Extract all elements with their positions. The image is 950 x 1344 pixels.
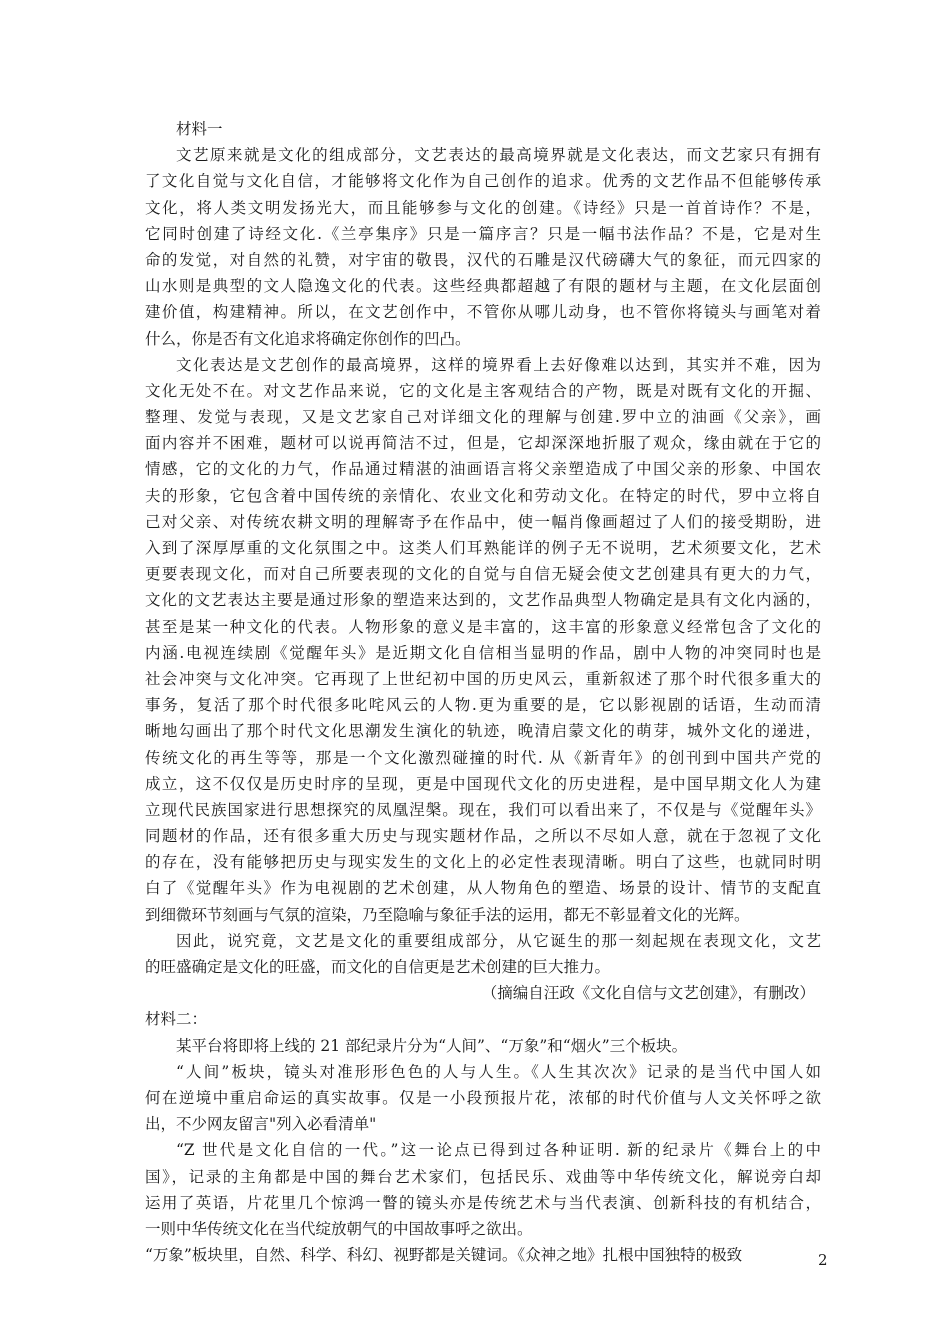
text-line: 因此，说究竟，文艺是文化的重要组成部分，从它诞生的那一刻起规在表现文化，文艺 bbox=[176, 931, 821, 950]
page-number: 2 bbox=[818, 1251, 828, 1269]
text-line: 文艺原来就是文化的组成部分，文艺表达的最高境界就是文化表达，而文艺家只有拥有 bbox=[176, 146, 821, 165]
text-line: 传统文化的再生等等，那是一个文化激烈碰撞的时代. 从《新青年》的创刊到中国共产党的 bbox=[145, 748, 821, 767]
text-line: 甚至是某一种文化的代表。人物形象的意义是丰富的，这丰富的形象意义经常包含了文化的 bbox=[145, 617, 821, 636]
material-two-title: 材料二： bbox=[145, 1010, 208, 1029]
material-one-paragraph-1 bbox=[145, 142, 821, 352]
text-line: 文化的文艺表达主要是通过形象的塑造来达到的，文艺作品典型人物确定是具有文化内涵的， bbox=[145, 591, 821, 610]
text-line: 了文化自觉与文化自信，才能够将文化作为自己创作的追求。优秀的文艺作品不但能够传承 bbox=[145, 172, 821, 191]
text-line: 国》，记录的主角都是中国的舞台艺术家们，包括民乐、戏曲等中华传统文化，解说旁白却 bbox=[145, 1167, 821, 1186]
text-line: “万象”板块里，自然、科学、科幻、视野都是关键词。《众神之地》扎根中国独特的极致 bbox=[145, 1246, 743, 1265]
material-two-paragraph-4 bbox=[145, 1242, 821, 1268]
text-line: 白了《觉醒年头》作为电视剧的艺术创建，从人物角色的塑造、场景的设计、情节的支配直 bbox=[145, 879, 821, 898]
text-line: 社会冲突与文化冲突。它再现了上世纪初中国的历史风云，重新叙述了那个时代很多重大的 bbox=[145, 669, 821, 688]
material-two-paragraph-2 bbox=[145, 1059, 821, 1138]
text-line: 何在逆境中重启命运的真实故事。仅是一小段预报片花，浓郁的时代价值与人文关怀呼之欲 bbox=[145, 1088, 821, 1107]
text-line: 到细微环节刻画与气氛的渲染，乃至隐喻与象征手法的运用，都无不彰显着文化的光辉。 bbox=[145, 905, 750, 924]
text-line: 同题材的作品，还有很多重大历史与现实题材作品，之所以不尽如人意，就在于忽视了文化 bbox=[145, 827, 821, 846]
text-line: 山水则是典型的文人隐逸文化的代表。这些经典都超越了有限的题材与主题，在文化层面创 bbox=[145, 277, 821, 296]
material-one-paragraph-3 bbox=[145, 928, 821, 980]
text-line: 入到了深厚厚重的文化氛围之中。这类人们耳熟能详的例子无不说明，艺术须要文化，艺术 bbox=[145, 539, 821, 557]
text-line: 文化无处不在。对文艺作品来说，它的文化是主客观结合的产物，既是对既有文化的开掘、 bbox=[145, 381, 821, 400]
text-line: 事务，复活了那个时代很多叱咤风云的人物.更为重要的是，它以影视剧的话语，生动而清 bbox=[145, 696, 821, 715]
text-line: 晰地勾画出了那个时代文化思潮发生演化的轨迹，晚清启蒙文化的萌芽，城外文化的递进， bbox=[145, 722, 821, 741]
text-line: 夫的形象，它包含着中国传统的亲情化、农业文化和劳动文化。在特定的时代，罗中立将自 bbox=[145, 486, 821, 505]
text-line: 更要表现文化，而对自己所要表现的文化的自觉与自信无疑会使文艺创建具有更大的力气， bbox=[145, 565, 821, 584]
text-line: 运用了英语，片花里几个惊鸿一瞥的镜头亦是传统艺术与当代表演、创新科技的有机结合， bbox=[145, 1193, 821, 1212]
text-line: 成立，这不仅仅是历史时序的呈现，更是中国现代文化的历史进程，是中国早期文化人为建 bbox=[145, 774, 821, 793]
text-line: 的旺盛确定是文化的旺盛，而文化的自信更是艺术创建的巨大推力。 bbox=[145, 958, 611, 976]
material-one-paragraph-2 bbox=[145, 352, 821, 928]
text-line: 文化，将人类文明发扬光大，而且能够参与文化的创建。《诗经》只是一首首诗作？不是， bbox=[145, 198, 821, 217]
text-line: “Z 世代是文化自信的一代。”这一论点已得到过各种证明. 新的纪录片《舞台上的中 bbox=[176, 1141, 821, 1160]
text-line: 出，不少网友留言"列入必看清单" bbox=[145, 1115, 377, 1134]
text-line: 命的发觉，对自然的礼赞，对宇宙的敬畏，汉代的石雕是汉代磅礴大气的象征，而元四家的 bbox=[145, 250, 821, 269]
text-line: 内涵.电视连续剧《觉醒年头》是近期文化自信相当显明的作品，剧中人物的冲突同时也是 bbox=[145, 643, 821, 662]
text-line: 文化表达是文艺创作的最高境界，这样的境界看上去好像难以达到，其实并不难，因为 bbox=[176, 355, 821, 374]
text-line: 面内容并不困难，题材可以说再简洁不过，但是，它却深深地折服了观众，缘由就在于它的 bbox=[145, 434, 821, 453]
text-line: 的存在，没有能够把历史与现实发生的文化上的必定性表现清晰。明白了这些，也就同时明 bbox=[145, 853, 821, 872]
text-line: 己对父亲、对传统农耕文明的理解寄予在作品中，使一幅肖像画超过了人们的接受期盼，进 bbox=[145, 512, 821, 531]
text-line: “人间”板块，镜头对准形形色色的人与人生。《人生其次次》记录的是当代中国人如 bbox=[176, 1062, 821, 1081]
material-two-paragraph-1 bbox=[145, 1033, 821, 1059]
text-line: 某平台将即将上线的 21 部纪录片分为“人间”、“万象”和“烟火”三个板块。 bbox=[176, 1036, 688, 1055]
material-one-source: （摘编自汪政《文化自信与文艺创建》，有删改） bbox=[481, 984, 815, 1003]
text-line: 建价值，构建精神。所以，在文艺创作中，不管你从哪儿动身，也不管你将镜头与画笔对着 bbox=[145, 303, 821, 322]
material-one-title: 材料一 bbox=[176, 120, 223, 138]
text-line: 整理、发觉与表现，又是文艺家自己对详细文化的理解与创建.罗中立的油画《父亲》，画 bbox=[145, 408, 821, 427]
text-line: 什么，你是否有文化追求将确定你创作的凹凸。 bbox=[145, 329, 471, 348]
text-line: 立现代民族国家进行思想探究的凤凰涅槃。现在，我们可以看出来了，不仅是与《觉醒年头》 bbox=[145, 800, 821, 819]
material-two-paragraph-3 bbox=[145, 1137, 821, 1242]
text-line: 情感，它的文化的力气，作品通过精湛的油画语言将父亲塑造成了中国父亲的形象、中国农 bbox=[145, 460, 821, 479]
text-line: 一则中华传统文化在当代绽放朝气的中国故事呼之欲出。 bbox=[145, 1219, 533, 1238]
text-line: 它同时创建了诗经文化.《兰亭集序》只是一篇序言？只是一幅书法作品？不是，它是对生 bbox=[145, 224, 821, 243]
document-body bbox=[145, 116, 821, 1268]
